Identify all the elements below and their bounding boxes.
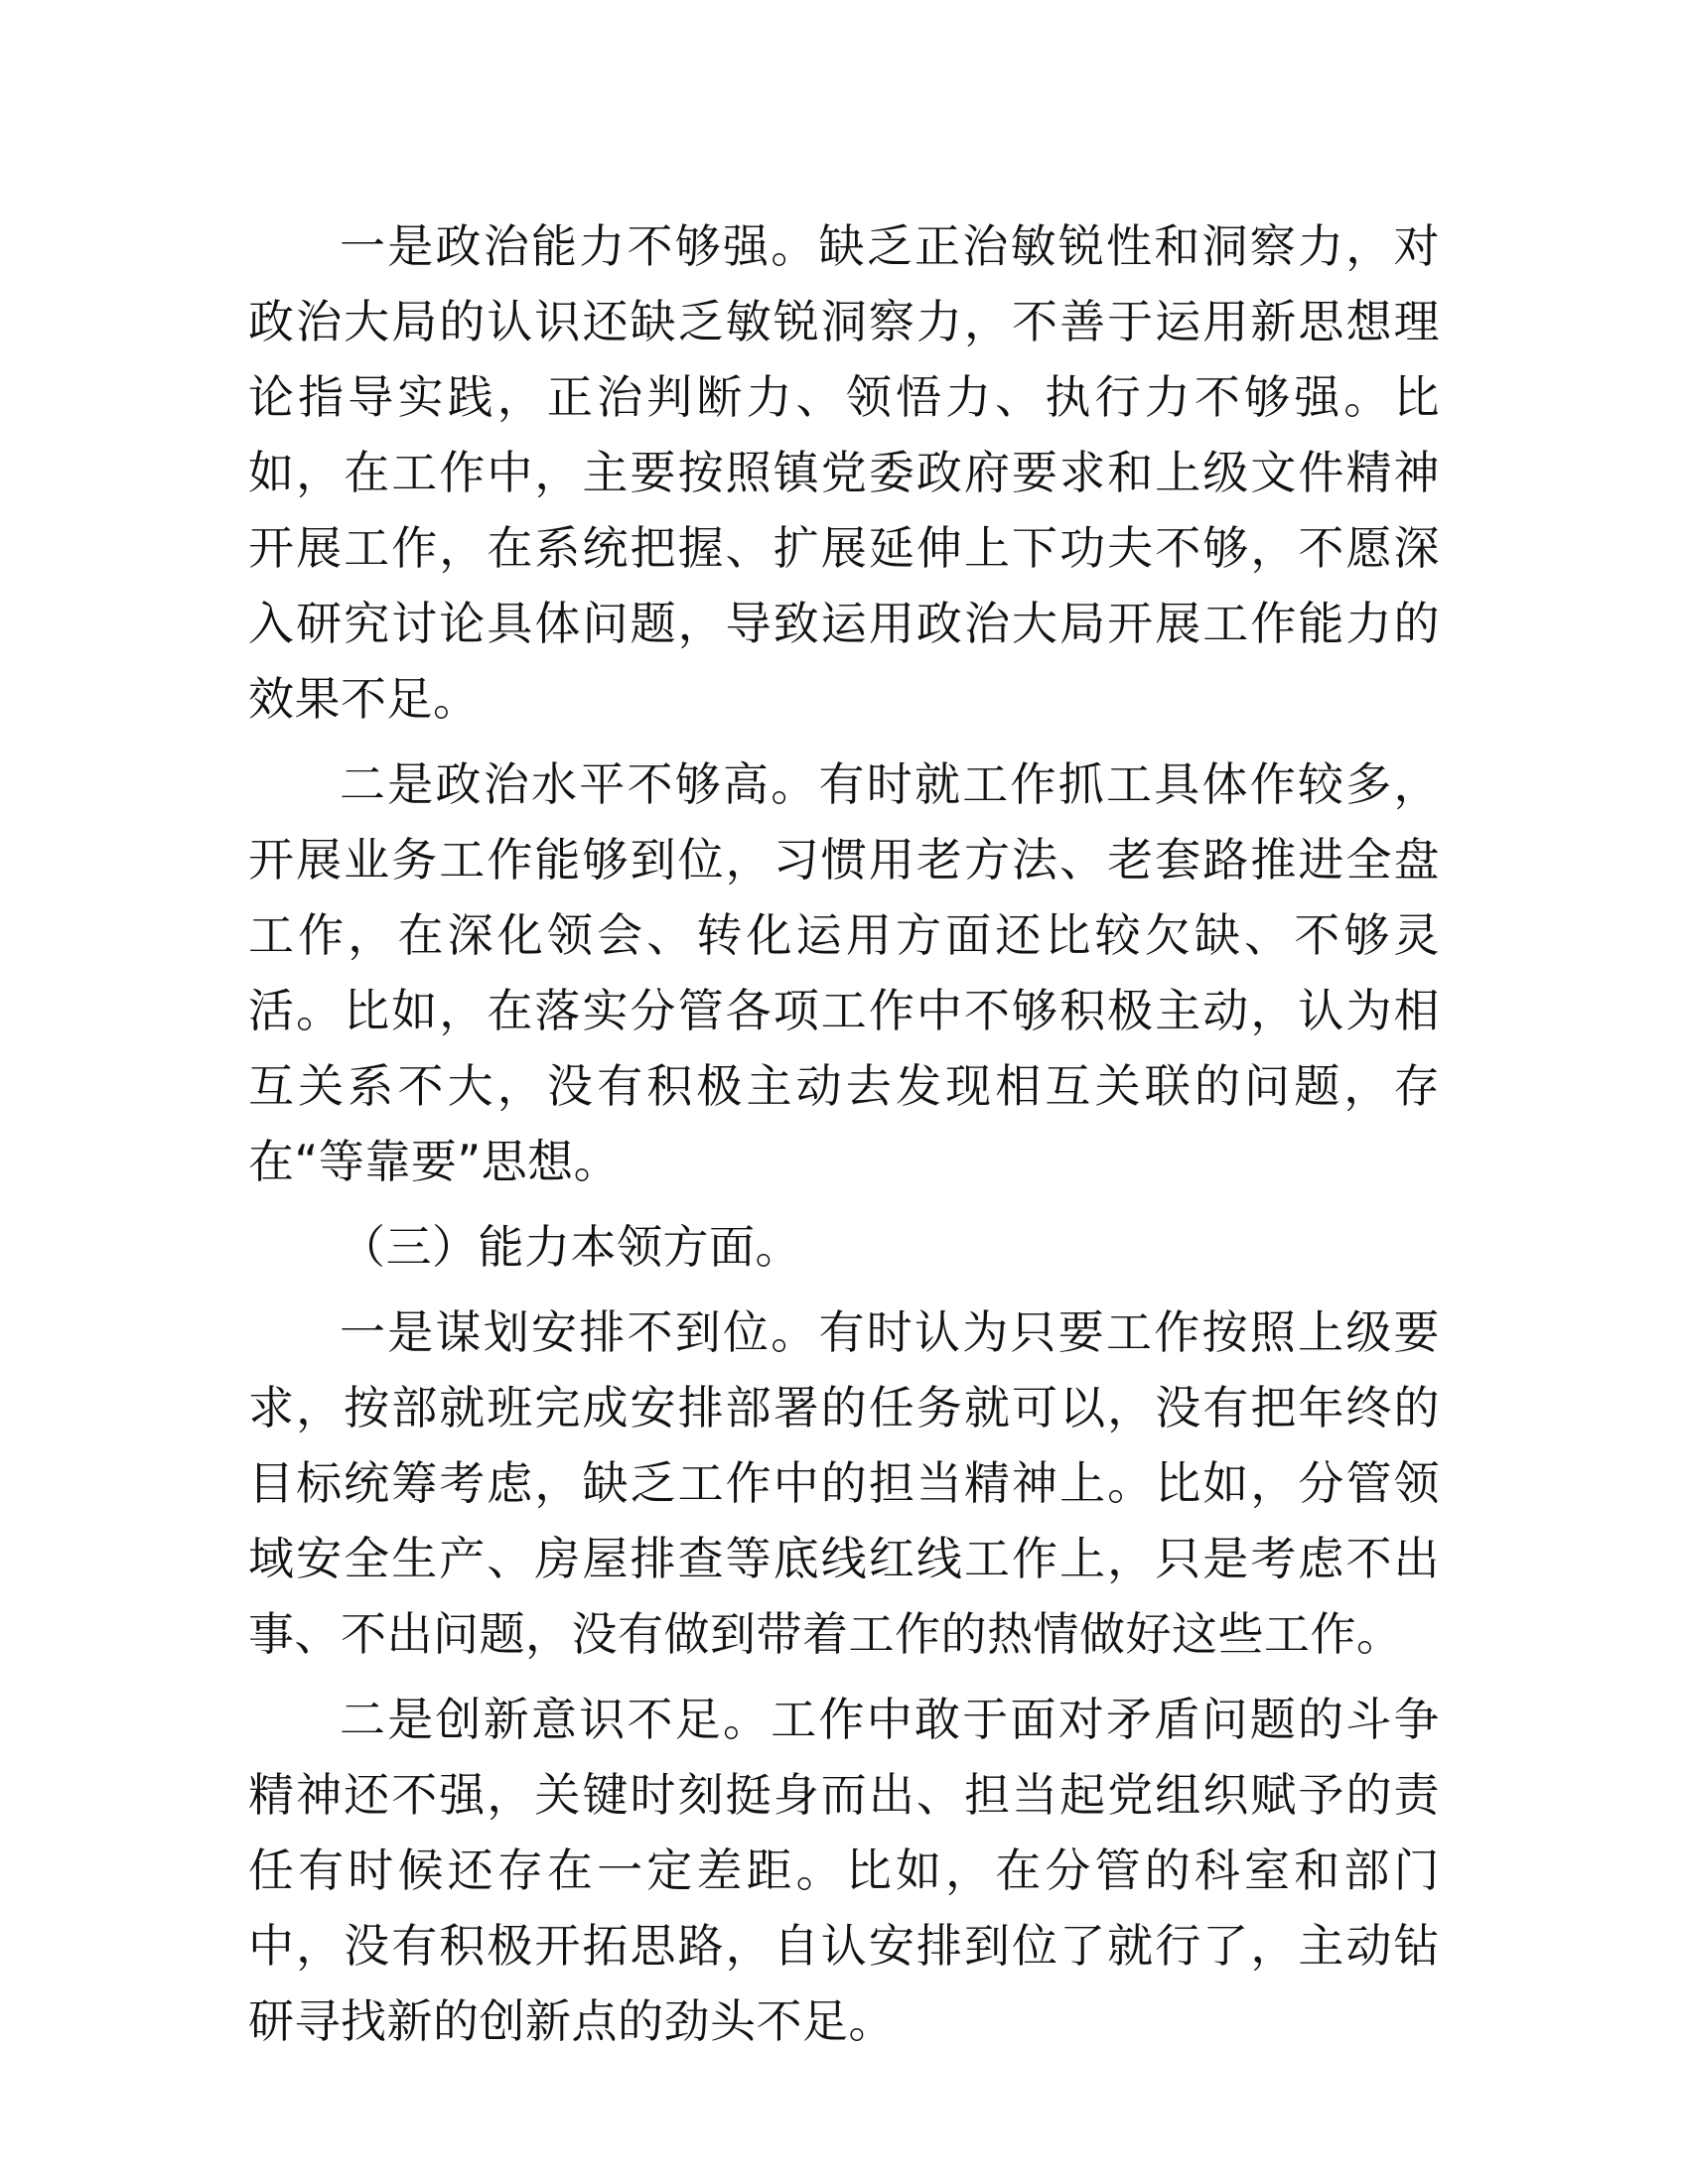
paragraph-innovation: 二是创新意识不足。工作中敢于面对矛盾问题的斗争精神还不强，关键时刻挺身而出、担当起党组织赋予的责任有时候还存在一定差距。比如，在分管的科室和部门中，没有积极开拓思路，自认安排到位了就行了，主动钻研寻找新的创新点的劲头不足。 bbox=[248, 1693, 1440, 2048]
paragraph-political-level: 二是政治水平不够高。有时就工作抓工具体作较多，开展业务工作能够到位，习惯用老方法、老套路推进全盘工作，在深化领会、转化运用方面还比较欠缺、不够灵活。比如，在落实分管各项工作中不够积极主动，认为相互关系不大，没有积极主动去发现相互关联的问题，存在“等靠要”思想。 bbox=[248, 757, 1440, 1188]
section-heading-ability: （三）能力本领方面。 bbox=[340, 1220, 801, 1274]
paragraph-planning: 一是谋划安排不到位。有时认为只要工作按照上级要求，按部就班完成安排部署的任务就可以，没有把年终的目标统筹考虑，缺乏工作中的担当精神上。比如，分管领域安全生产、房屋排查等底线红线工作上，只是考虑不出事、不出问题，没有做到带着工作的热情做好这些工作。 bbox=[248, 1305, 1440, 1661]
document-body bbox=[248, 208, 1440, 2069]
paragraph-political-ability: 一是政治能力不够强。缺乏正治敏锐性和洞察力，对政治大局的认识还缺乏敏锐洞察力，不善于运用新思想理论指导实践，正治判断力、领悟力、执行力不够强。比如，在工作中，主要按照镇党委政府要求和上级文件精神开展工作，在系统把握、扩展延伸上下功夫不够，不愿深入研究讨论具体问题，导致运用政治大局开展工作能力的效果不足。 bbox=[248, 219, 1440, 726]
